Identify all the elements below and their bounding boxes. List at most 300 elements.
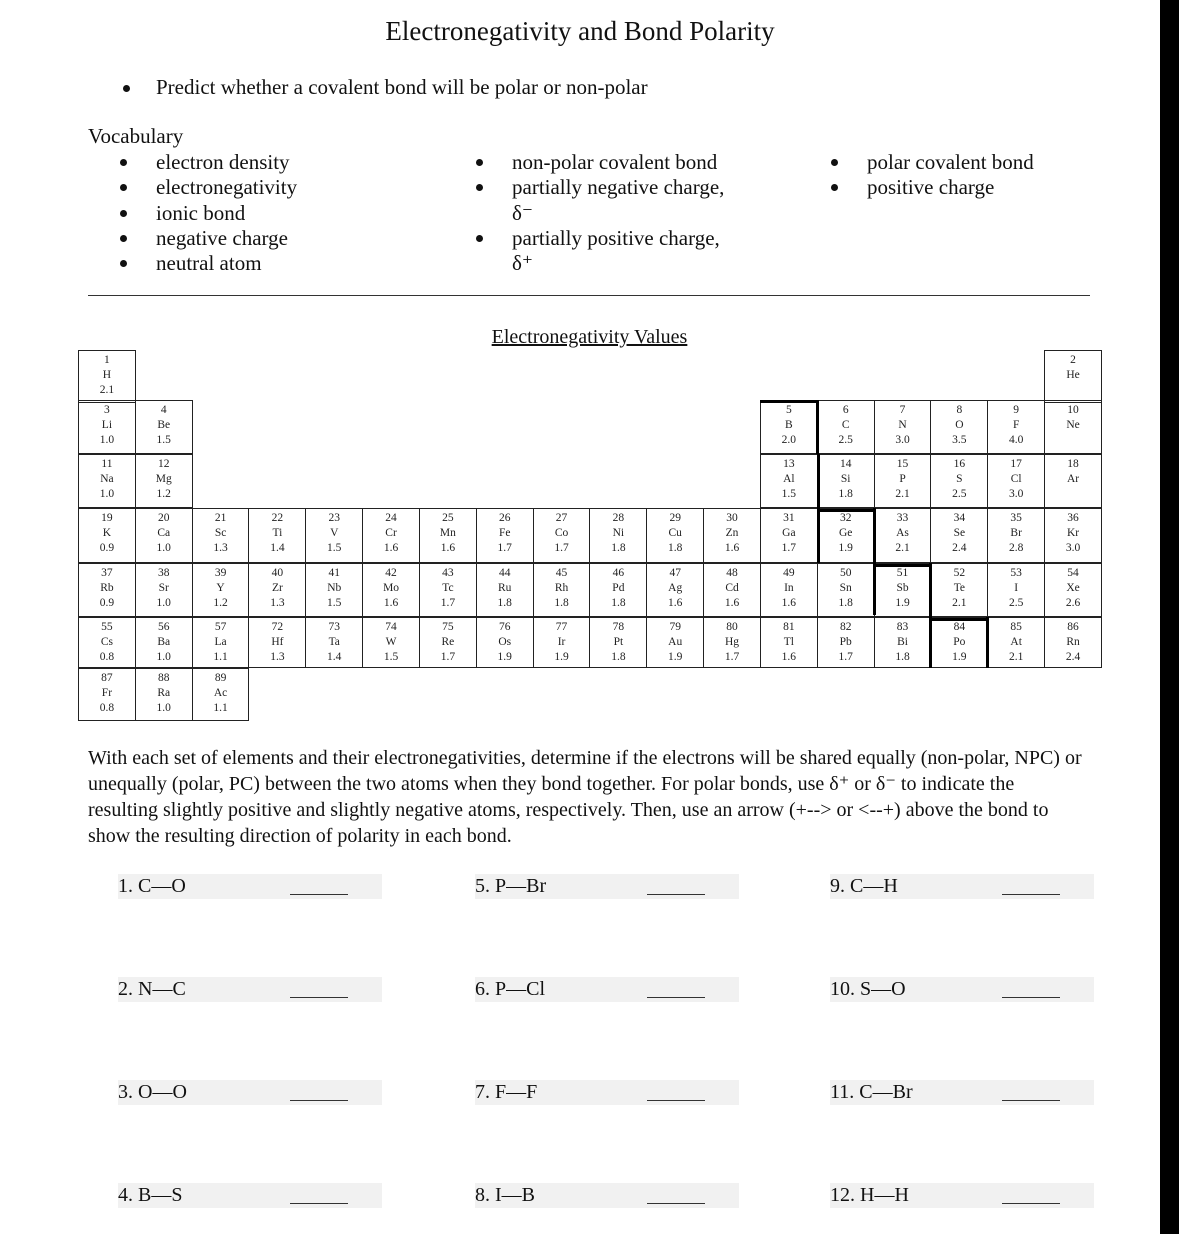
electronegativity-value: 2.1	[895, 488, 910, 500]
element-symbol: Nb	[327, 582, 342, 594]
atomic-number: 73	[328, 621, 340, 633]
element-symbol: Y	[216, 582, 225, 594]
element-cell	[874, 454, 932, 508]
element-cell	[930, 454, 988, 508]
metalloid-boundary-line	[986, 617, 989, 668]
vocabulary-item	[468, 150, 724, 175]
element-symbol: Li	[101, 419, 113, 431]
vocabulary-item	[468, 175, 724, 200]
atomic-number: 82	[839, 621, 852, 633]
answer-blank[interactable]	[1002, 894, 1060, 895]
atomic-number: 46	[612, 567, 625, 579]
element-symbol: Si	[840, 473, 851, 485]
atomic-number: 22	[271, 512, 284, 524]
bond-label: 8. I—B	[475, 1184, 535, 1206]
element-symbol: Bi	[897, 636, 908, 648]
element-cell	[874, 400, 932, 454]
atomic-number: 80	[726, 621, 738, 633]
electronegativity-value: 1.7	[440, 651, 456, 663]
element-cell	[1044, 400, 1102, 454]
element-symbol: Ar	[1066, 473, 1080, 485]
electronegativity-value: 2.5	[1008, 597, 1024, 609]
atomic-number: 84	[953, 621, 966, 633]
element-cell	[135, 454, 193, 508]
answer-blank[interactable]	[647, 1100, 705, 1101]
vocabulary-term: non-polar covalent bond	[512, 150, 718, 174]
element-symbol: Os	[498, 636, 512, 648]
electronegativity-value: 3.0	[1065, 542, 1081, 554]
element-symbol: Cu	[668, 527, 682, 539]
element-symbol: Mn	[439, 527, 456, 539]
vocabulary-item	[823, 150, 1034, 175]
element-symbol: Ir	[557, 636, 566, 648]
atomic-number: 15	[896, 458, 909, 470]
electronegativity-value: 2.5	[838, 434, 853, 446]
element-symbol: Co	[554, 527, 569, 539]
atomic-number: 18	[1067, 458, 1079, 470]
instructions: With each set of elements and their electronegativities, determine if the electrons will be shared equally (non-polar, NPC) or unequally (polar, PC) between the two atoms when they bond together. For polar bonds, use δ⁺ or δ⁻ to indicate the resulting slightly positive and slightly negative atoms, respectively. Then, use an arrow (+--> or <--+) above the bond to show the resulting direction of polarity in each bond.	[88, 747, 1082, 847]
element-cell	[305, 617, 363, 668]
atomic-number: 55	[101, 621, 113, 633]
question-item	[830, 1183, 1094, 1208]
electronegativity-value: 1.6	[440, 542, 456, 554]
vocabulary-term: neutral atom	[156, 251, 262, 276]
bullet-icon	[120, 184, 127, 191]
element-cell	[1044, 454, 1102, 508]
electronegativity-value: 2.0	[781, 434, 797, 446]
atomic-number: 4	[160, 404, 167, 416]
divider	[88, 295, 1090, 296]
vocabulary-term: δ⁻	[512, 200, 533, 225]
vocabulary-term: negative charge	[156, 225, 288, 250]
bond-label: 10. S—O	[830, 978, 906, 1000]
bullet-icon	[120, 235, 127, 242]
bullet-icon	[120, 260, 127, 267]
element-symbol: C	[841, 419, 850, 431]
atomic-number: 52	[953, 567, 966, 579]
element-symbol: Ni	[612, 527, 625, 539]
bond-label: 6. P—Cl	[475, 978, 546, 1000]
electronegativity-value: 1.1	[213, 651, 228, 663]
atomic-number: 87	[101, 672, 113, 684]
metalloid-boundary-line	[929, 563, 932, 668]
answer-blank[interactable]	[290, 1100, 348, 1101]
atomic-number: 86	[1067, 621, 1079, 633]
bond-label: 3. O—O	[118, 1081, 187, 1103]
bullet-icon	[476, 159, 483, 166]
element-cell	[362, 508, 420, 563]
element-cell	[362, 563, 420, 617]
atomic-number: 88	[157, 672, 170, 684]
answer-blank[interactable]	[647, 997, 705, 998]
electronegativity-value: 1.9	[668, 651, 683, 663]
element-cell	[760, 617, 818, 668]
metalloid-boundary-line	[873, 508, 876, 615]
answer-blank[interactable]	[290, 997, 348, 998]
element-cell	[703, 508, 761, 563]
element-cell	[703, 617, 761, 668]
vocabulary-item	[112, 201, 297, 226]
vocabulary-term: electron density	[156, 150, 290, 174]
atomic-number: 14	[839, 458, 852, 470]
element-cell	[78, 508, 136, 563]
metalloid-boundary-line	[874, 564, 931, 567]
electronegativity-value: 1.7	[724, 651, 740, 663]
atomic-number: 49	[783, 567, 795, 579]
electronegativity-value: 1.5	[781, 488, 797, 500]
element-cell	[533, 563, 591, 617]
vocabulary-column	[112, 150, 297, 276]
element-cell	[817, 617, 875, 668]
element-symbol: Ac	[213, 687, 228, 699]
answer-blank[interactable]	[290, 1203, 348, 1204]
electronegativity-value: 2.8	[1008, 542, 1024, 554]
element-symbol: Al	[783, 473, 795, 485]
bond-label: 7. F—F	[475, 1081, 538, 1103]
element-symbol: I	[1014, 582, 1019, 594]
element-symbol: Ra	[157, 687, 171, 699]
atomic-number: 34	[953, 512, 966, 524]
element-cell	[703, 563, 761, 617]
electronegativity-value	[1045, 433, 1101, 448]
element-symbol: In	[784, 582, 794, 594]
element-symbol: Hg	[725, 636, 740, 648]
element-cell	[930, 617, 988, 668]
element-cell	[589, 617, 647, 668]
atomic-number: 9	[1013, 404, 1020, 416]
element-cell	[760, 454, 818, 508]
question-item	[830, 1080, 1094, 1105]
atomic-number: 1	[104, 354, 110, 366]
atomic-number: 32	[839, 512, 852, 524]
electronegativity-value: 4.0	[1008, 434, 1024, 446]
element-symbol: S	[956, 473, 963, 485]
electronegativity-value: 1.9	[497, 651, 512, 663]
element-symbol: Kr	[1066, 527, 1080, 539]
question-item	[118, 977, 382, 1002]
element-symbol: P	[899, 473, 906, 485]
bond-label: 12. H—H	[830, 1184, 909, 1206]
element-cell	[930, 563, 988, 617]
electronegativity-value: 1.6	[724, 542, 740, 554]
electronegativity-value: 1.4	[327, 651, 342, 663]
atomic-number: 40	[271, 567, 284, 579]
question-item	[475, 1183, 739, 1208]
electronegativity-value: 1.8	[838, 488, 853, 500]
element-symbol: O	[955, 419, 964, 431]
electronegativity-value: 2.1	[99, 384, 115, 396]
metalloid-boundary-line	[816, 400, 819, 454]
element-cell	[987, 617, 1045, 668]
electronegativity-value: 2.6	[1065, 597, 1081, 609]
atomic-number: 76	[498, 621, 511, 633]
atomic-number: 89	[214, 672, 227, 684]
element-cell	[646, 617, 704, 668]
element-cell	[192, 668, 250, 721]
element-symbol: Tl	[783, 636, 794, 648]
question-item	[475, 874, 739, 899]
element-symbol: Sb	[896, 582, 909, 594]
electronegativity-value: 1.5	[156, 434, 171, 446]
electronegativity-value: 1.0	[156, 597, 171, 609]
element-cell	[78, 668, 136, 721]
atomic-number: 8	[956, 404, 963, 416]
atomic-number: 37	[101, 567, 113, 579]
element-symbol: Ga	[782, 527, 796, 539]
answer-blank[interactable]	[647, 1203, 705, 1204]
electronegativity-value: 2.5	[952, 488, 967, 500]
answer-blank[interactable]	[290, 894, 348, 895]
element-cell	[760, 563, 818, 617]
element-cell	[248, 617, 306, 668]
element-symbol: N	[898, 419, 907, 431]
electronegativity-value: 1.8	[611, 597, 626, 609]
element-symbol: Zn	[725, 527, 739, 539]
element-symbol: Xe	[1066, 582, 1080, 594]
element-cell	[987, 454, 1045, 508]
atomic-number: 74	[385, 621, 397, 633]
element-cell	[874, 617, 932, 668]
bullet-icon	[831, 184, 838, 191]
bond-label: 4. B—S	[118, 1184, 183, 1206]
electronegativity-value: 1.8	[497, 597, 512, 609]
electronegativity-value: 1.6	[781, 597, 797, 609]
element-cell	[987, 508, 1045, 563]
element-cell	[78, 563, 136, 617]
element-cell	[987, 563, 1045, 617]
vocabulary-item	[112, 175, 297, 200]
question-item	[830, 977, 1094, 1002]
element-symbol: Mo	[383, 582, 400, 594]
atomic-number: 13	[783, 458, 795, 470]
answer-blank[interactable]	[1002, 1100, 1060, 1101]
electronegativity-value: 1.0	[156, 542, 171, 554]
element-cell	[589, 563, 647, 617]
element-symbol: Fr	[101, 687, 113, 699]
element-symbol: Ta	[328, 636, 340, 648]
element-symbol: Na	[100, 473, 114, 485]
periodic-table-title: Electronegativity Values	[491, 326, 688, 348]
element-symbol: Pb	[839, 636, 852, 648]
atomic-number: 83	[896, 621, 909, 633]
page-title: Electronegativity and Bond Polarity	[385, 16, 775, 46]
atomic-number: 25	[442, 512, 454, 524]
element-cell	[930, 400, 988, 454]
bullet-icon	[120, 159, 127, 166]
element-symbol: Ag	[668, 582, 683, 594]
element-cell	[248, 563, 306, 617]
electronegativity-value: 1.6	[724, 597, 740, 609]
vocabulary-term: positive charge	[867, 175, 995, 200]
answer-blank[interactable]	[647, 894, 705, 895]
electronegativity-value: 1.5	[383, 651, 399, 663]
atomic-number: 23	[328, 512, 340, 524]
atomic-number: 35	[1010, 512, 1022, 524]
element-symbol: Tc	[442, 582, 454, 594]
vocabulary-term: partially positive charge,	[512, 225, 720, 250]
atomic-number: 24	[385, 512, 397, 524]
atomic-number: 12	[157, 458, 170, 470]
vocabulary-item	[468, 251, 724, 276]
atomic-number: 11	[101, 458, 113, 470]
bullet-icon	[476, 235, 483, 242]
bond-label: 11. C—Br	[830, 1081, 913, 1103]
bond-label: 5. P—Br	[475, 875, 547, 897]
electronegativity-value: 1.7	[497, 542, 512, 554]
vocabulary-heading: Vocabulary	[88, 124, 184, 148]
element-symbol: Cs	[100, 636, 113, 648]
electronegativity-value: 1.3	[270, 597, 285, 609]
vocabulary-item	[112, 150, 297, 175]
atomic-number: 53	[1010, 567, 1022, 579]
element-cell	[135, 563, 193, 617]
element-cell	[135, 400, 193, 454]
bond-label: 1. C—O	[118, 875, 186, 897]
element-symbol: Ne	[1066, 419, 1080, 431]
atomic-number: 38	[157, 567, 170, 579]
atomic-number: 7	[899, 404, 906, 416]
atomic-number: 5	[785, 404, 792, 416]
atomic-number: 45	[555, 567, 568, 579]
element-cell	[419, 563, 477, 617]
objective-text: Predict whether a covalent bond will be polar or non-polar	[156, 75, 648, 99]
element-cell	[1044, 508, 1102, 563]
electronegativity-value: 1.0	[99, 434, 115, 446]
electronegativity-value: 1.8	[554, 597, 569, 609]
vocabulary-column	[468, 150, 724, 276]
element-symbol: V	[330, 527, 339, 539]
electronegativity-value: 1.3	[213, 542, 228, 554]
element-symbol: W	[385, 636, 397, 648]
atomic-number: 31	[783, 512, 795, 524]
atomic-number: 27	[555, 512, 568, 524]
atomic-number: 54	[1067, 567, 1079, 579]
electronegativity-value: 1.6	[383, 597, 399, 609]
atomic-number: 16	[953, 458, 966, 470]
element-symbol: La	[214, 636, 227, 648]
element-symbol: F	[1012, 419, 1020, 431]
element-symbol: H	[102, 369, 112, 381]
element-symbol: Rb	[100, 582, 114, 594]
element-cell	[1044, 350, 1102, 403]
element-cell	[78, 350, 136, 403]
electronegativity-value	[1045, 487, 1101, 502]
electronegativity-value: 1.6	[781, 651, 797, 663]
electronegativity-value: 3.5	[952, 434, 967, 446]
element-symbol: Sc	[214, 527, 227, 539]
electronegativity-value: 2.4	[1065, 651, 1081, 663]
atomic-number: 20	[157, 512, 170, 524]
electronegativity-value: 2.1	[952, 597, 967, 609]
element-symbol: He	[1066, 369, 1080, 381]
element-cell	[135, 617, 193, 668]
element-symbol: Cr	[385, 527, 397, 539]
element-symbol: Ba	[157, 636, 171, 648]
vocabulary-item	[112, 226, 297, 251]
electronegativity-value: 0.9	[99, 542, 115, 554]
element-symbol: Be	[157, 419, 171, 431]
atomic-number: 28	[612, 512, 625, 524]
vocabulary-column	[823, 150, 1034, 201]
element-symbol: Sr	[158, 582, 169, 594]
atomic-number: 17	[1010, 458, 1022, 470]
electronegativity-value: 1.7	[440, 597, 456, 609]
element-symbol: Sn	[839, 582, 852, 594]
element-cell	[135, 508, 193, 563]
bond-label: 2. N—C	[118, 978, 186, 1000]
element-cell	[192, 563, 250, 617]
bond-label: 9. C—H	[830, 875, 898, 897]
element-symbol: As	[896, 527, 909, 539]
electronegativity-value: 1.0	[156, 651, 171, 663]
electronegativity-value: 3.0	[895, 434, 910, 446]
atomic-number: 81	[783, 621, 795, 633]
metalloid-boundary-line	[930, 618, 987, 621]
element-symbol: Br	[1010, 527, 1022, 539]
answer-blank[interactable]	[1002, 997, 1060, 998]
answer-blank[interactable]	[1002, 1203, 1060, 1204]
element-symbol: At	[1010, 636, 1022, 648]
electronegativity-value: 1.3	[270, 651, 285, 663]
electronegativity-value: 1.6	[383, 542, 399, 554]
atomic-number: 6	[842, 404, 849, 416]
question-item	[118, 1080, 382, 1105]
atomic-number: 72	[271, 621, 284, 633]
electronegativity-value: 1.7	[838, 651, 853, 663]
electronegativity-value: 1.7	[554, 542, 569, 554]
element-cell	[930, 508, 988, 563]
element-cell	[533, 617, 591, 668]
electronegativity-value: 1.8	[895, 651, 910, 663]
atomic-number: 36	[1067, 512, 1079, 524]
vocabulary-item	[468, 201, 724, 226]
atomic-number: 39	[214, 567, 227, 579]
element-symbol: Au	[668, 636, 683, 648]
atomic-number: 43	[442, 567, 454, 579]
element-cell	[874, 508, 932, 563]
element-cell	[78, 617, 136, 668]
electronegativity-value: 1.8	[611, 542, 626, 554]
atomic-number: 47	[669, 567, 681, 579]
element-cell	[987, 400, 1045, 454]
atomic-number: 79	[669, 621, 681, 633]
electronegativity-value: 1.9	[895, 597, 910, 609]
electronegativity-value: 3.0	[1008, 488, 1024, 500]
element-symbol: Fe	[498, 527, 511, 539]
element-cell	[817, 454, 875, 508]
electronegativity-value: 0.8	[99, 651, 115, 663]
electronegativity-value	[1045, 383, 1101, 398]
atomic-number: 26	[498, 512, 511, 524]
atomic-number: 78	[612, 621, 625, 633]
element-symbol: Te	[953, 582, 966, 594]
metalloid-boundary-line	[760, 400, 817, 403]
element-symbol: Pt	[613, 636, 624, 648]
atomic-number: 33	[896, 512, 909, 524]
periodic-table	[78, 350, 1101, 721]
element-cell	[476, 508, 534, 563]
element-cell	[192, 508, 250, 563]
electronegativity-value: 1.9	[554, 651, 569, 663]
vocabulary-term: electronegativity	[156, 175, 298, 200]
element-cell	[760, 508, 818, 563]
atomic-number: 57	[214, 621, 227, 633]
vocabulary-term: ionic bond	[156, 200, 246, 225]
element-symbol: Pd	[612, 582, 625, 594]
question-item	[475, 977, 739, 1002]
element-cell	[476, 563, 534, 617]
element-cell	[305, 563, 363, 617]
